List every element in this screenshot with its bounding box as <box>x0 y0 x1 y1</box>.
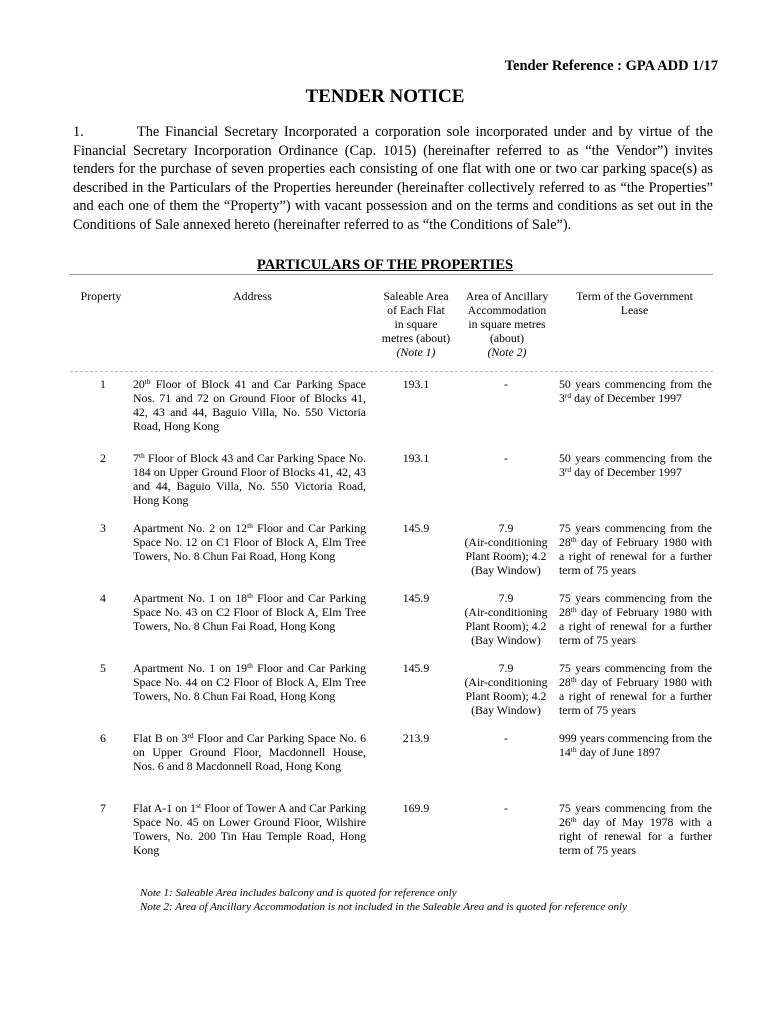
property-address <box>133 377 366 433</box>
text-run: 75 years commencing from the 28 <box>559 591 712 619</box>
header-saleable-line: of Each Flat <box>387 303 445 317</box>
text-run: 999 years commencing from the 14 <box>559 731 712 759</box>
ancillary-line: Plant Room); 4.2 <box>465 619 547 633</box>
property-number: 5 <box>100 661 106 675</box>
ancillary-line: Plant Room); 4.2 <box>465 549 547 563</box>
header-property: Property <box>80 289 122 303</box>
text-run: day of June 1897 <box>576 745 661 759</box>
ordinal-suffix: th <box>144 377 151 386</box>
ordinal-suffix: rd <box>564 391 572 400</box>
ordinal-suffix: rd <box>564 465 572 474</box>
ancillary-line: (Air-conditioning <box>464 535 548 549</box>
text-run: Floor of Tower A and Car Parking Space No. 45 on Lower Ground Floor, Wilshire Towers, No. 200 Tin Hau Temple Road, Hong Kong <box>133 801 366 857</box>
text-run: 75 years commencing from the 28 <box>559 661 712 689</box>
text-run: day of February 1980 with a right of renewal for a further term of 75 years <box>559 535 712 577</box>
header-ancillary-line: in square metres <box>468 317 546 331</box>
text-run: 7 <box>133 451 139 465</box>
text-run: Floor of Block 43 and Car Parking Space No. 184 on Upper Ground Floor of Blocks 41, 42, 43 and 44, Baguio Villa, No. 550 Victoria Road, Hong Kong <box>133 451 366 507</box>
header-saleable-area <box>371 289 461 359</box>
ancillary-area <box>457 521 555 577</box>
property-address <box>133 661 366 703</box>
saleable-area: 145.9 <box>402 591 430 605</box>
ancillary-area <box>457 451 555 465</box>
saleable-area: 193.1 <box>402 451 430 465</box>
property-address <box>133 591 366 633</box>
lease-term <box>559 731 712 759</box>
document-title: TENDER NOTICE <box>305 86 465 107</box>
ancillary-area <box>457 377 555 391</box>
lease-term <box>559 521 712 577</box>
text-run: Floor and Car Parking Space No. 44 on C2 Floor of Block A, Elm Tree Towers, No. 8 Chun Fai Road, Hong Kong <box>133 661 367 703</box>
header-note-2: (Note 2) <box>487 345 527 359</box>
section-heading: PARTICULARS OF THE PROPERTIES <box>256 257 514 273</box>
paragraph-number: 1. <box>73 124 84 140</box>
ordinal-suffix: st <box>196 801 202 810</box>
saleable-area: 213.9 <box>402 731 430 745</box>
ancillary-line: 7.9 <box>498 591 514 605</box>
text-run: Apartment No. 1 on 19 <box>133 661 248 675</box>
ancillary-line: (Bay Window) <box>471 703 541 717</box>
text-run: 75 years commencing from the 28 <box>559 521 712 549</box>
text-run: Flat B on 3 <box>133 731 188 745</box>
text-run: Floor and Car Parking Space No. 12 on C1 Floor of Block A, Elm Tree Towers, No. 8 Chun Fai Road, Hong Kong <box>133 521 367 563</box>
property-number: 7 <box>100 801 106 815</box>
text-run: Floor and Car Parking Space No. 43 on C2 Floor of Block A, Elm Tree Towers, No. 8 Chun Fai Road, Hong Kong <box>133 591 367 633</box>
property-address <box>133 801 366 857</box>
header-ancillary-line: Accommodation <box>467 303 547 317</box>
ancillary-line: (Bay Window) <box>471 563 541 577</box>
lease-term <box>559 377 712 405</box>
ancillary-line: (Air-conditioning <box>464 675 548 689</box>
ancillary-line: Plant Room); 4.2 <box>465 689 547 703</box>
text-run: 50 years commencing from the 3 <box>559 377 712 405</box>
header-separator <box>70 371 713 372</box>
text-run: 50 years commencing from the 3 <box>559 451 712 479</box>
header-term-line: Term of the Government <box>576 289 693 303</box>
footnote-1: Note 1: Saleable Area includes balcony and is quoted for reference only <box>140 887 457 899</box>
ancillary-line: 7.9 <box>498 521 514 535</box>
header-saleable-line: Saleable Area <box>383 289 449 303</box>
text-run: day of May 1978 with a right of renewal for a further term of 75 years <box>559 815 712 857</box>
text-run: day of December 1997 <box>571 465 682 479</box>
ancillary-line: - <box>504 731 508 745</box>
header-ancillary-line: Area of Ancillary <box>465 289 549 303</box>
ancillary-line: 7.9 <box>498 661 514 675</box>
ancillary-line: - <box>504 801 508 815</box>
ancillary-line: - <box>504 377 508 391</box>
text-run: Apartment No. 2 on 12 <box>133 521 248 535</box>
text-run: day of February 1980 with a right of renewal for a further term of 75 years <box>559 605 712 647</box>
saleable-area: 145.9 <box>402 661 430 675</box>
saleable-area: 169.9 <box>402 801 430 815</box>
paragraph-text: The Financial Secretary Incorporated a corporation sole incorporated under and by virtue of the Financial Secretary Incorporation Ordinance (Cap. 1015) (hereinafter referred to as “the Vendor”) invites tenders for the purchase of seven properties each consisting of one flat with one or two car parking space(s) as described in the Particulars of the Properties hereunder (hereinafter collectively referred to as “the Properties” and each one of them the “Property”) with vacant possession and on the terms and conditions as set out in the Conditions of Sale annexed hereto (hereinafter referred to as “the Conditions of Sale”). <box>73 124 713 233</box>
header-note-1: (Note 1) <box>396 345 436 359</box>
header-lease-term <box>562 289 707 317</box>
ordinal-suffix: th <box>138 451 145 460</box>
ancillary-area <box>457 661 555 717</box>
property-address <box>133 451 366 507</box>
lease-term <box>559 661 712 717</box>
text-run: Flat A-1 on 1 <box>133 801 197 815</box>
lease-term <box>559 801 712 857</box>
property-number: 1 <box>100 377 106 391</box>
ordinal-suffix: rd <box>187 731 194 740</box>
saleable-area: 145.9 <box>402 521 430 535</box>
ordinal-suffix: th <box>570 605 577 614</box>
text-run: Floor of Block 41 and Car Parking Space Nos. 71 and 72 on Ground Floor of Blocks 41, 42, 43 and 44, Baguio Villa, No. 550 Victoria Road, Hong Kong <box>133 377 366 433</box>
ancillary-area <box>457 731 555 745</box>
ordinal-suffix: th <box>570 675 577 684</box>
property-address <box>133 521 366 563</box>
ancillary-line: - <box>504 451 508 465</box>
ancillary-line: (Air-conditioning <box>464 605 548 619</box>
property-number: 6 <box>100 731 106 745</box>
property-address <box>133 731 366 773</box>
tender-reference: Tender Reference : GPA ADD 1/17 <box>504 58 718 74</box>
header-ancillary-line: (about) <box>489 331 525 345</box>
text-run: Apartment No. 1 on 18 <box>133 591 248 605</box>
text-run: 75 years commencing from the 26 <box>559 801 712 829</box>
property-number: 2 <box>100 451 106 465</box>
header-saleable-line: in square <box>394 317 438 331</box>
text-run: day of December 1997 <box>571 391 682 405</box>
ordinal-suffix: th <box>570 815 577 824</box>
saleable-area: 193.1 <box>402 377 430 391</box>
intro-paragraph <box>73 123 713 235</box>
lease-term <box>559 451 712 479</box>
ordinal-suffix: th <box>247 521 253 530</box>
header-saleable-line: metres (about) <box>381 331 451 345</box>
property-number: 4 <box>100 591 106 605</box>
header-address: Address <box>233 289 272 303</box>
footnotes <box>140 886 627 914</box>
header-term-line: Lease <box>620 303 649 317</box>
footnote-2: Note 2: Area of Ancillary Accommodation is not included in the Saleable Area and is quoted for reference only <box>140 901 627 913</box>
property-number: 3 <box>100 521 106 535</box>
ancillary-area <box>457 591 555 647</box>
text-run: 20 <box>133 377 145 391</box>
ordinal-suffix: th <box>247 591 253 600</box>
ordinal-suffix: th <box>570 745 577 754</box>
lease-term <box>559 591 712 647</box>
ancillary-line: (Bay Window) <box>471 633 541 647</box>
ordinal-suffix: th <box>247 661 253 670</box>
table-top-rule <box>70 274 713 275</box>
ancillary-area <box>457 801 555 815</box>
text-run: Floor and Car Parking Space No. 6 on Upper Ground Floor, Macdonnell House, Nos. 6 and 8 Macdonnell Road, Hong Kong <box>133 731 366 773</box>
header-ancillary-area <box>457 289 557 359</box>
ordinal-suffix: th <box>570 535 577 544</box>
text-run: day of February 1980 with a right of renewal for a further term of 75 years <box>559 675 712 717</box>
